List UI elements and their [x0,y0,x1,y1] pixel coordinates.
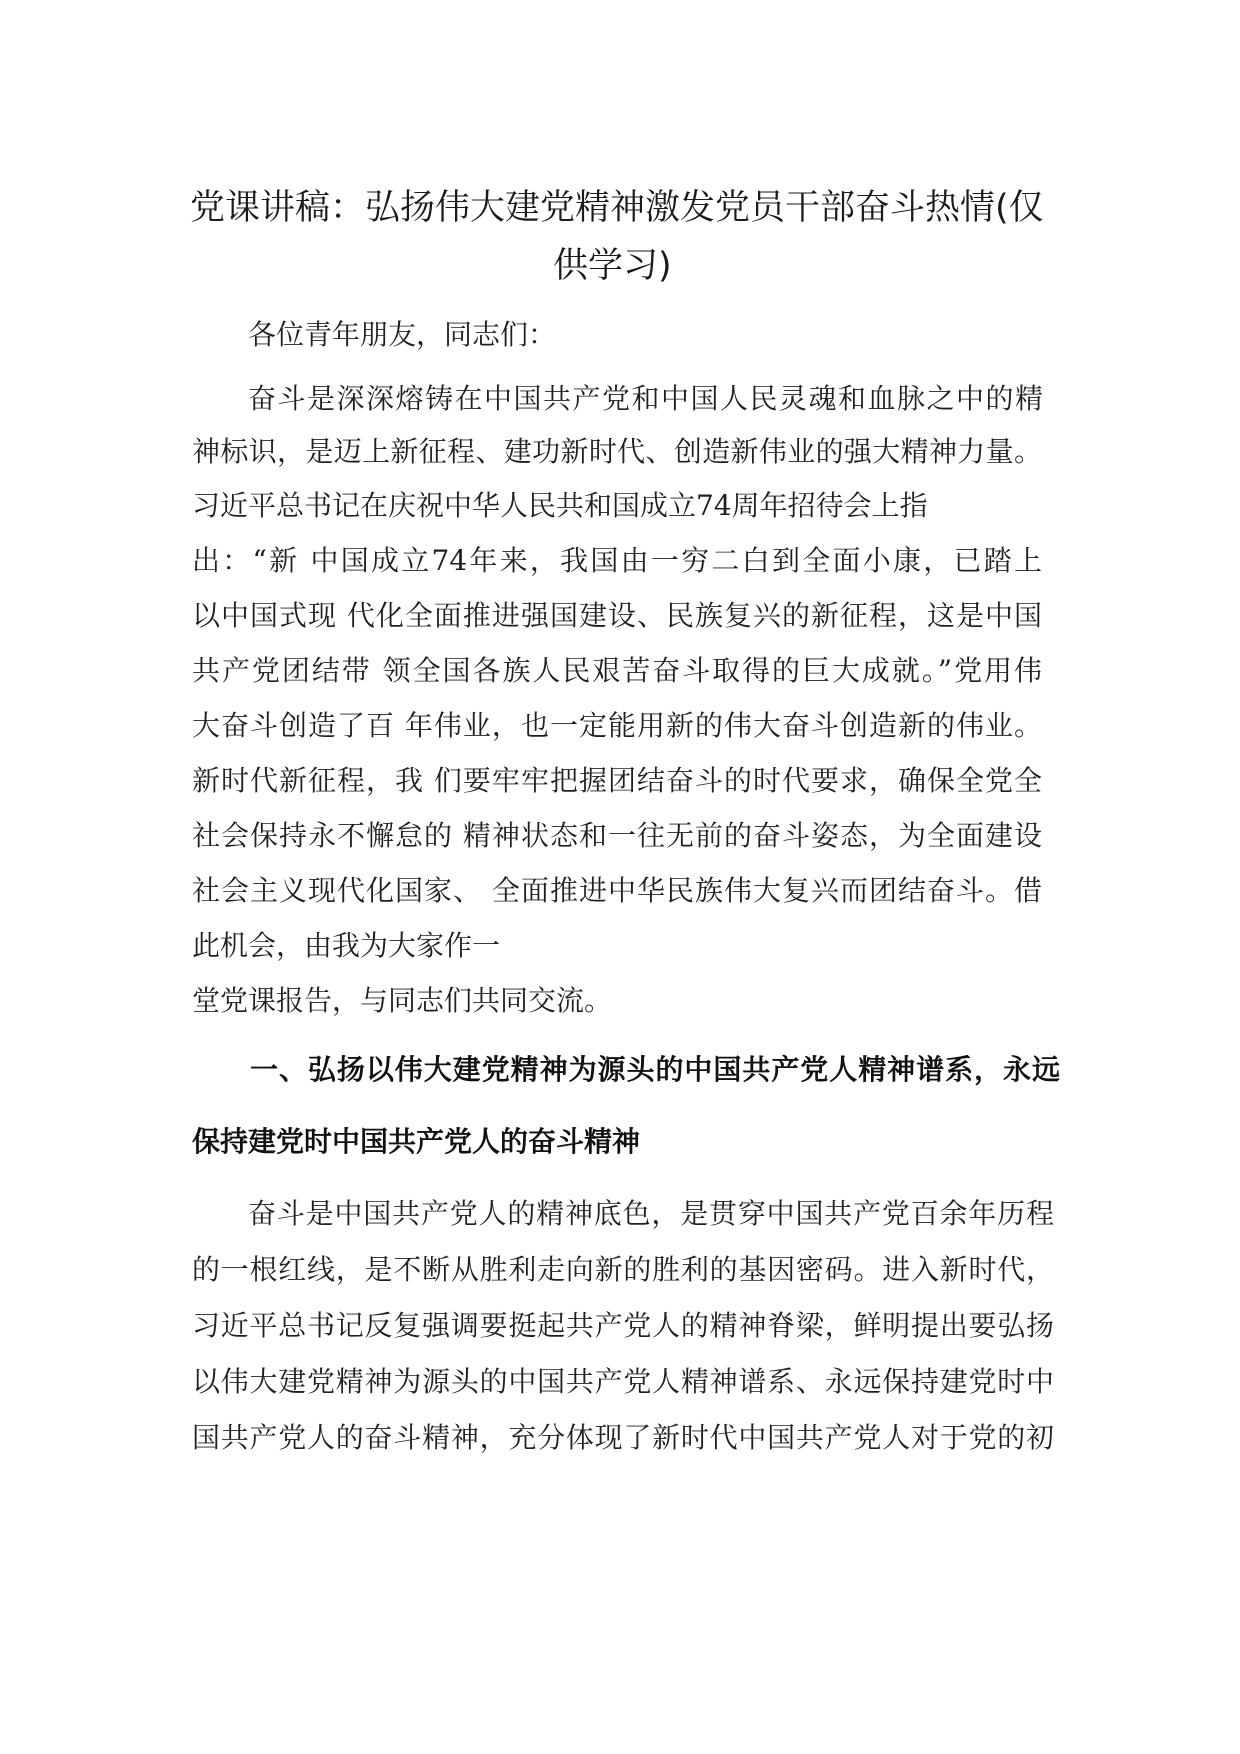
paragraph-1-line: 以中国式现 代化全面推进强国建设、民族复兴的新征程，这是中国 [192,599,1042,632]
paragraph-2-line: 以伟大建党精神为源头的中国共产党人精神谱系、永远保持建党时中 [192,1365,1054,1398]
paragraph-1-line: 堂党课报告，与同志们共同交流。 [192,984,613,1017]
paragraph-2-line: 的一根红线，是不断从胜利走向新的胜利的基因密码。进入新时代， [192,1253,1054,1286]
section-1-heading-line-1: 一、弘扬以伟大建党精神为源头的中国共产党人精神谱系，永远 [250,1053,1060,1086]
paragraph-1-line: 社会主义现代化国家、 全面推进中华民族伟大复兴而团结奋斗。借 [192,874,1042,907]
section-1-heading-line-2: 保持建党时中国共产党人的奋斗精神 [192,1125,641,1158]
paragraph-1-line: 新时代新征程，我 们要牢牢把握团结奋斗的时代要求，确保全党全 [192,764,1042,797]
paragraph-1-line: 共产党团结带 领全国各族人民艰苦奋斗取得的巨大成就。”党用伟 [192,654,1042,687]
paragraph-1-line: 大奋斗创造了百 年伟业，也一定能用新的伟大奋斗创造新的伟业。 [192,709,1042,742]
paragraph-2-line: 奋斗是中国共产党人的精神底色，是贯穿中国共产党百余年历程 [248,1197,1054,1230]
paragraph-1-line: 此机会，由我为大家作一 [192,929,501,962]
paragraph-1-line: 社会保持永不懈怠的 精神状态和一往无前的奋斗姿态，为全面建设 [192,819,1042,852]
paragraph-1-line: 神标识，是迈上新征程、建功新时代、创造新伟业的强大精神力量。 [192,435,1042,468]
paragraph-1-line: 出：“新 中国成立74年来，我国由一穷二白到全面小康，已踏上 [192,544,1042,577]
greeting: 各位青年朋友，同志们： [248,318,557,351]
paragraph-2-line: 国共产党人的奋斗精神，充分体现了新时代中国共产党人对于党的初 [192,1421,1054,1454]
document-title-line-2: 供学习) [553,246,672,286]
paragraph-1-line: 习近平总书记在庆祝中华人民共和国成立74周年招待会上指 [192,489,928,522]
paragraph-2-line: 习近平总书记反复强调要挺起共产党人的精神脊梁，鲜明提出要弘扬 [192,1309,1054,1342]
document-title-line-1: 党课讲稿：弘扬伟大建党精神激发党员干部奋斗热情(仅 [190,188,1044,228]
paragraph-1-line: 奋斗是深深熔铸在中国共产党和中国人民灵魂和血脉之中的精 [248,382,1043,415]
